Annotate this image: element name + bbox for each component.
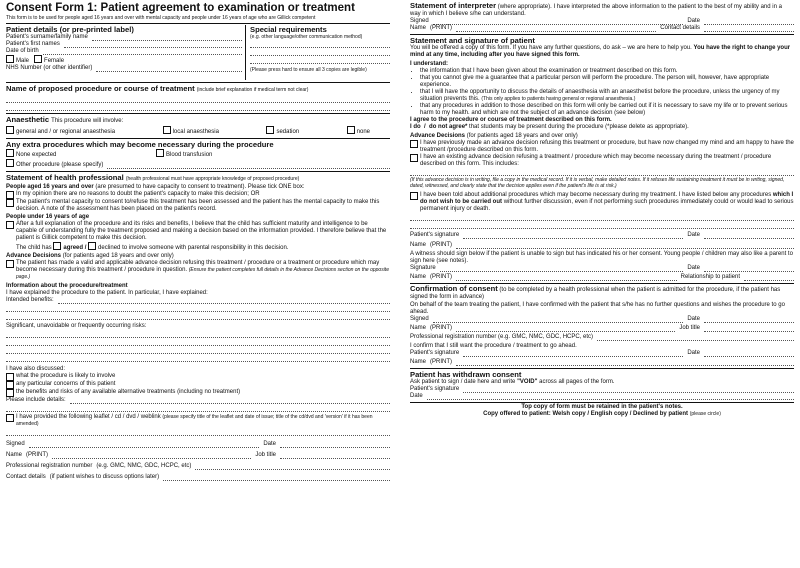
students-text: that students may be present during the procedure (*please delete as appropriate). xyxy=(469,124,689,130)
pt-ad3-bold: which I do not wish to be carried out xyxy=(420,192,794,205)
statement-hp-heading: Statement of health professional xyxy=(6,173,124,182)
cf-pt-print-label: (PRINT) xyxy=(430,359,453,365)
leaflet-checkbox[interactable] xyxy=(6,414,14,422)
discussed-label: I have also discussed: xyxy=(6,366,66,372)
witness-date-label: Date xyxy=(687,265,700,271)
male-label: Male xyxy=(16,58,30,64)
patient-statement-heading: Statement and signature of patient xyxy=(410,36,535,45)
pt-ad1-text: I have previously made an advance decision refusing this treatment or procedure, but have now changed my mind and am happy to have the treatment /procedure described on this form. xyxy=(420,140,794,153)
risks-field-2[interactable] xyxy=(6,338,390,346)
hp-contact-label: Contact details xyxy=(6,474,46,480)
surname-label: Patient's surname/family name xyxy=(6,34,88,40)
first-names-field[interactable] xyxy=(64,41,242,48)
confirm-heading: Confirmation of consent xyxy=(410,284,498,293)
cf-job-label: Job title xyxy=(679,325,700,331)
understand-item-2: • that you cannot give me a guarantee that a particular person will perform the procedure. The person will, however, have appropriate experience. xyxy=(420,75,794,89)
risks-label: Significant, unavoidable or frequently occurring risks: xyxy=(6,323,147,329)
interpreter-note: (where appropriate). xyxy=(497,4,552,10)
understand-item-1: • the information that I have been given about the examination or treatment described on this form. xyxy=(420,68,794,75)
info-heading: Information about the procedure/treatment xyxy=(6,283,128,289)
procedure-note: (include brief explanation if medical term not clear) xyxy=(196,87,309,93)
understand-item-3-note: (This only applies to patients having general or regional anaesthesia.) xyxy=(481,96,636,102)
other-procedure-checkbox[interactable] xyxy=(6,159,14,167)
form-subtitle: This form is to be used for people aged 16 years and over with mental capacity and people under 16 years of age who are Gillick competent xyxy=(6,15,316,21)
int-print-label: (PRINT) xyxy=(430,25,453,31)
special-requirements-field-3[interactable] xyxy=(250,56,390,64)
i-understand-label: I understand: xyxy=(410,61,449,67)
hp-name-label: Name xyxy=(6,452,23,458)
agree-text: I agree to the procedure or course of treatment described on this form. xyxy=(410,117,612,123)
gillick-checkbox[interactable] xyxy=(6,221,14,229)
confirm-still-text: I confirm that I still want the procedure / treatment to go ahead. xyxy=(410,343,577,349)
relationship-label: Relationship to patient xyxy=(680,274,740,280)
understand-item-4 xyxy=(420,103,794,117)
pt-ad3-field[interactable] xyxy=(410,213,794,221)
withdrawn-text-2: across all pages of the form. xyxy=(539,379,615,385)
understand-item-3 xyxy=(420,89,794,103)
none-expected-label: None expected xyxy=(16,152,57,158)
surname-field[interactable] xyxy=(92,34,242,41)
pt-ad2-field[interactable] xyxy=(410,168,794,176)
leaflet-field[interactable] xyxy=(6,428,390,436)
advance-decision-checkbox[interactable] xyxy=(6,260,14,268)
pt-ad3-text: I have been told about additional procedures which may become necessary during my treatment. I have listed below any procedures xyxy=(420,192,772,198)
cf-pt-name-field[interactable] xyxy=(456,359,794,366)
discussed-3-checkbox[interactable] xyxy=(6,389,14,397)
extra-procedures-heading: Any extra procedures which may become necessary during the procedure xyxy=(6,140,274,149)
int-signed-field[interactable] xyxy=(433,18,684,25)
procedure-field-2[interactable] xyxy=(6,103,390,111)
discussed-1-label: what the procedure is likely to involve xyxy=(16,373,116,379)
cf-reg-field[interactable] xyxy=(597,334,794,341)
include-details-field[interactable] xyxy=(70,397,390,404)
withdrawn-heading: Patient has withdrawn consent xyxy=(410,370,522,379)
female-checkbox[interactable] xyxy=(34,55,42,63)
pt-date-label: Date xyxy=(687,232,700,238)
cf-signed-label: Signed xyxy=(410,316,429,322)
patient-statement-intro: You will be offered a copy of this form. If you have any further questions, do ask – we are here to help you. xyxy=(410,45,692,51)
do-slash: / xyxy=(424,124,426,130)
cf-pt-name-label: Name xyxy=(410,359,427,365)
cf-date-label: Date xyxy=(687,316,700,322)
cf-job-field[interactable] xyxy=(704,325,794,332)
pt-date-field[interactable] xyxy=(704,232,794,239)
hp-signed-field[interactable] xyxy=(29,441,260,448)
hp-date-label: Date xyxy=(263,441,276,447)
pt-ad1-checkbox[interactable] xyxy=(410,140,418,148)
cf-name-label: Name xyxy=(410,325,427,331)
witness-signature-label: Signature xyxy=(410,265,436,271)
special-requirements-heading: Special requirements xyxy=(250,25,327,34)
declined-checkbox[interactable] xyxy=(88,242,96,250)
patient-statement-intro-bold: You have the right to change your mind at any time, including after you have signed this form. xyxy=(410,45,791,58)
int-date-label: Date xyxy=(687,18,700,24)
interpreter-text: I have interpreted the above information to the patient to the best of my ability and in a way in which I believe s/he can understand. xyxy=(410,4,782,17)
child-has-label: The child has xyxy=(16,245,52,251)
cf-pt-sig-label: Patient's signature xyxy=(410,350,460,356)
cf-signed-field[interactable] xyxy=(433,316,684,323)
int-contact-label: Contact details xyxy=(660,25,700,31)
understand-item-3-text: that I will have the opportunity to discuss the details of anaesthesia with an anaesthetist before the procedure, unless the urgency of my situation prevents this. xyxy=(420,89,780,102)
pt-sig-field[interactable] xyxy=(463,232,683,239)
hp-reg-field[interactable] xyxy=(195,463,390,470)
capacity-assessed-checkbox[interactable] xyxy=(6,199,14,207)
anaesthesia-none-checkbox[interactable] xyxy=(347,126,355,134)
risks-field[interactable] xyxy=(6,330,390,338)
sedation-label: sedation xyxy=(276,129,300,135)
agreed-checkbox[interactable] xyxy=(53,242,61,250)
hp-reg-eg: (e.g. GMC, NMC, GDC, HCPC, etc) xyxy=(96,463,192,469)
anaesthesia-local-label: local anaesthesia xyxy=(172,129,219,135)
witness-signature-field[interactable] xyxy=(440,265,684,272)
pt-ad3-field-2[interactable] xyxy=(410,221,794,229)
int-contact-field[interactable] xyxy=(704,25,794,32)
do-not-agree-label[interactable]: do not agree* xyxy=(429,124,468,130)
ad-heading-rest: (for patients aged 18 years and over only) xyxy=(62,253,174,259)
hp-reg-label: Professional registration number xyxy=(6,463,93,469)
statement-hp-note: (health professional must have appropriate knowledge of proposed procedure) xyxy=(125,176,300,182)
cf-pt-sig-field[interactable] xyxy=(463,350,683,357)
footer-line-2: Copy offered to patient: Welsh copy / English copy / Declined by patient xyxy=(483,411,689,417)
anaesthesia-none-label: none xyxy=(356,129,370,135)
patient-details-box xyxy=(6,25,246,80)
pt-ad3-checkbox[interactable] xyxy=(410,192,418,200)
footer-line-2-note: (please circle) xyxy=(689,411,721,417)
risks-field-3[interactable] xyxy=(6,346,390,354)
int-name-label: Name xyxy=(410,25,427,31)
advance-decision-note: (Ensure the patient completes full details in the Advance Decisions section on the opposite page.) xyxy=(16,267,389,280)
pt-print-label: (PRINT) xyxy=(430,242,453,248)
int-name-field[interactable] xyxy=(456,25,656,32)
pt-sig-label: Patient's signature xyxy=(410,232,460,238)
special-requirements-field[interactable] xyxy=(250,40,390,48)
leaflet-note: (please specify title of the leaflet and date of issue; title of the cd/dvd and 'version' if it has been amended) xyxy=(16,414,373,427)
int-date-field[interactable] xyxy=(704,18,794,25)
pt-ad3-rest: without further discussion, even if not performing such procedures immediately could or would lead to serious permanent injury or death. xyxy=(420,199,794,212)
p16-rest: (are presumed to have capacity to consent to treatment). Please tick ONE box: xyxy=(95,184,305,190)
cf-pt-date-label: Date xyxy=(687,350,700,356)
void-label: "VOID" xyxy=(517,379,538,385)
discussed-3-label: the benefits and risks of any available alternative treatments (including no treatment) xyxy=(16,389,241,395)
capacity-opinion-checkbox[interactable] xyxy=(6,191,14,199)
hp-print-label: (PRINT) xyxy=(26,452,49,458)
wd-sig-field[interactable] xyxy=(463,386,794,393)
withdrawn-text: Ask patient to sign / date here and write xyxy=(410,379,516,385)
hp-name-field[interactable] xyxy=(52,452,251,459)
wd-date-label: Date xyxy=(410,393,423,399)
pt-name-label: Name xyxy=(410,242,427,248)
dob-label: Date of birth xyxy=(6,48,39,54)
understand-item-4-mid: and which are not the subject of an advance decision (see below) xyxy=(471,110,646,116)
right-page xyxy=(404,0,800,568)
witness-print-label: (PRINT) xyxy=(430,274,453,280)
procedure-field[interactable] xyxy=(6,95,390,103)
info-explained: I have explained the procedure to the patient. In particular, I have explained: xyxy=(6,290,208,296)
confirm-text: On behalf of the team treating the patient, I have confirmed with the patient that s/he has no further questions and wishes the procedure to go ahead. xyxy=(410,302,785,315)
special-requirements-note: (e.g. other language/other communication method) xyxy=(250,34,363,40)
pt-ad-rest: (for patients aged 18 years and over only) xyxy=(466,133,578,139)
footer-line-1: Top copy of form must be retained in the patient's notes. xyxy=(521,404,683,410)
hp-job-field[interactable] xyxy=(280,452,390,459)
anaesthesia-general-checkbox[interactable] xyxy=(6,126,14,134)
pt-ad2-text: I have an existing advance decision refusing a treatment / procedure which may become necessary during the treatment / procedure described on this form. This includes: xyxy=(420,154,772,167)
relationship-field[interactable] xyxy=(744,274,794,281)
witness-date-field[interactable] xyxy=(704,265,794,272)
first-names-label: Patient's first names xyxy=(6,41,60,47)
cf-print-label: (PRINT) xyxy=(430,325,453,331)
benefits-label: Intended benefits: xyxy=(6,297,54,303)
press-hard-note: (Please press hard to ensure all 3 copies are legible) xyxy=(250,67,367,73)
special-requirements-box xyxy=(246,25,390,80)
blood-transfusion-checkbox[interactable] xyxy=(156,149,164,157)
other-procedure-field[interactable] xyxy=(107,162,390,169)
discussed-2-checkbox[interactable] xyxy=(6,381,14,389)
declined-label: declined to involve someone with parental responsibility in this decision. xyxy=(98,245,289,251)
patient-details-heading: Patient details (or pre-printed label) xyxy=(6,25,134,34)
understand-item-4-text: that any procedures in addition to those described on this form will only be carried out if it is necessary to save my life or to prevent serious harm to my health. xyxy=(420,103,788,116)
discussed-2-label: any particular concerns of this patient xyxy=(16,381,116,387)
interpreter-heading: Statement of interpreter xyxy=(410,1,497,10)
benefits-field-3[interactable] xyxy=(6,312,390,320)
none-expected-checkbox[interactable] xyxy=(6,149,14,157)
witness-name-field[interactable] xyxy=(456,274,677,281)
pt-ad2-checkbox[interactable] xyxy=(410,154,418,162)
hp-signed-label: Signed xyxy=(6,441,25,447)
procedure-heading: Name of proposed procedure or course of treatment xyxy=(6,84,195,93)
witness-text: A witness should sign below if the patient is unable to sign but has indicated his or her consent. Young people / children may also like a parent to sign here (see notes). xyxy=(410,251,793,264)
cf-date-field[interactable] xyxy=(704,316,794,323)
nhs-label: NHS Number (or other identifier) xyxy=(6,65,93,71)
p16-lead: People aged 16 years and over xyxy=(6,184,94,190)
cf-reg-label: Professional registration number (e.g. GMC, NMC, GDC, HCPC, etc) xyxy=(410,334,594,340)
under16-heading: People under 16 years of age xyxy=(6,214,90,220)
pt-ad2-note: (If this advance decision is in writing, file a copy in the medical record. If it is verbal, make detailed notes. If it refuses life sustaining treatment it must be in writing, signed, dated, witnessed, and clearly state that the decision applies even if the patient's life is at risk.) xyxy=(410,177,785,189)
ad-heading: Advance Decisions xyxy=(6,253,62,259)
leaflet-label: I have provided the following leaflet / cd / dvd / weblink xyxy=(16,414,161,420)
special-requirements-field-2[interactable] xyxy=(250,48,390,56)
sedation-checkbox[interactable] xyxy=(266,126,274,134)
cf-name-field[interactable] xyxy=(456,325,675,332)
other-procedure-label: Other procedure (please specify) xyxy=(16,162,104,168)
advance-decision-text: The patient has made a valid and applicable advance decision refusing this treatment / procedure or a treatment or procedure which may become necessary during this treatment / procedure in question. xyxy=(16,260,380,273)
include-details-label: Please include details: xyxy=(6,397,66,403)
cf-pt-date-field[interactable] xyxy=(704,350,794,357)
gillick-text: After a full explanation of the procedure and its risks and benefits, I believe that the child has sufficient maturity and intelligence to be capable of understanding fully the treatment proposed and making a decision based on the information provided. I therefore believe that the patient is Gillick competent to make this decision. xyxy=(16,221,387,241)
witness-name-label: Name xyxy=(410,274,427,280)
confirm-heading-note: (to be completed by a health professional when the patient is admitted for the procedure, if the patient has signed the form in advance) xyxy=(410,287,781,300)
hp-contact-note: (if patient wishes to discuss options later) xyxy=(49,474,160,480)
wd-date-field[interactable] xyxy=(427,393,794,400)
risks-field-4[interactable] xyxy=(6,354,390,362)
include-details-field-2[interactable] xyxy=(6,404,390,412)
benefits-field[interactable] xyxy=(58,297,390,304)
capacity-assessed-text: The patient's mental capacity to consent to/refuse this treatment has been assessed and the patient has the mental capacity to make this decision. A note of the assessment has been placed on the patient's record. xyxy=(16,199,380,212)
pt-name-field[interactable] xyxy=(456,242,794,249)
understand-list xyxy=(410,68,794,117)
hp-contact-field[interactable] xyxy=(163,474,390,481)
female-label: Female xyxy=(44,58,65,64)
anaesthesia-local-checkbox[interactable] xyxy=(163,126,171,134)
left-page xyxy=(0,0,396,568)
capacity-opinion-text: In my opinion there are no reasons to doubt the patient's capacity to make this decision; OR xyxy=(16,191,260,197)
anaesthesia-general-label: general and / or regional anaesthesia xyxy=(16,129,116,135)
hp-date-field[interactable] xyxy=(280,441,390,448)
int-signed-label: Signed xyxy=(410,18,429,24)
agreed-label: agreed / xyxy=(63,245,87,251)
wd-sig-label: Patient's signature xyxy=(410,386,460,392)
nhs-field[interactable] xyxy=(96,65,242,72)
blood-transfusion-label: Blood transfusion xyxy=(166,152,213,158)
i-do-label[interactable]: I do xyxy=(410,124,421,130)
form-title: Consent Form 1: Patient agreement to examination or treatment xyxy=(6,2,355,14)
benefits-field-2[interactable] xyxy=(6,304,390,312)
hp-job-label: Job title xyxy=(255,452,276,458)
discussed-1-checkbox[interactable] xyxy=(6,373,14,381)
anaesthetic-intro: This procedure will involve: xyxy=(51,118,124,124)
pt-ad-heading: Advance Decisions xyxy=(410,133,466,139)
dob-field[interactable] xyxy=(43,48,242,55)
male-checkbox[interactable] xyxy=(6,55,14,63)
anaesthetic-heading: Anaesthetic xyxy=(6,115,50,124)
